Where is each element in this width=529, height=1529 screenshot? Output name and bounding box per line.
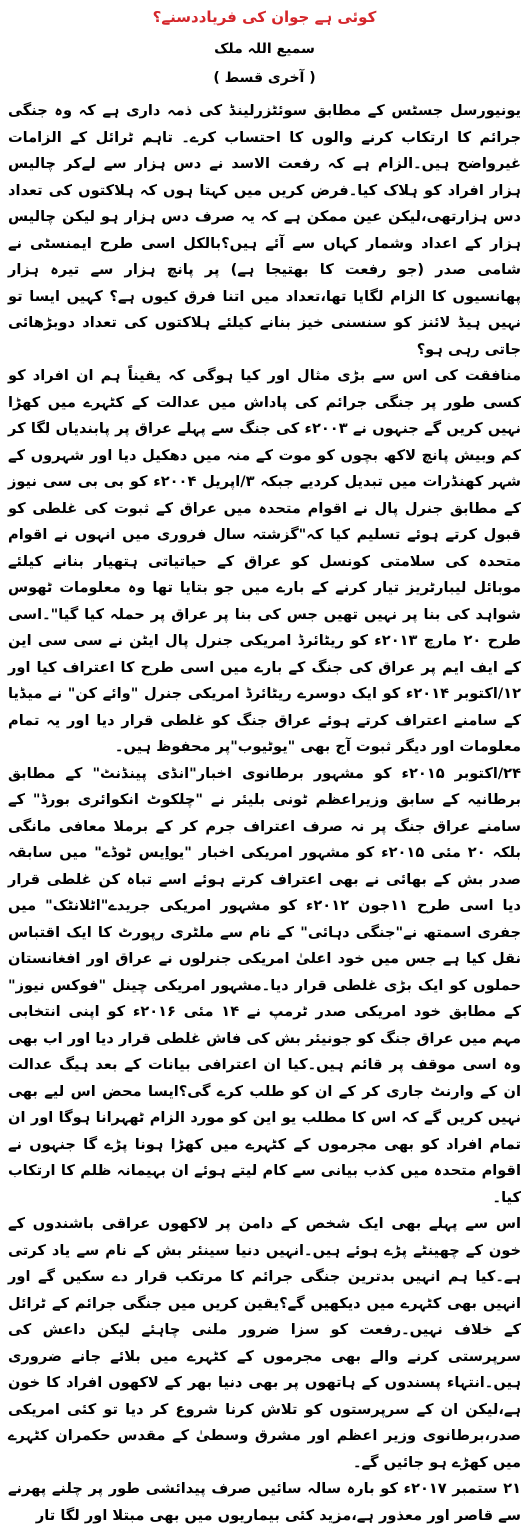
- author-name: سمیع اللہ ملک: [214, 41, 315, 57]
- article-header: [8, 4, 521, 90]
- paragraph-4: اس سے پہلے بھی ایک شخص کے دامن پر لاکھوں عراقی باشندوں کے خون کے چھینٹے پڑے ہوئے ہیں۔انہیں دنیا سینئر بش کے نام سے یاد کرتی ہے۔کیا ہم انہیں بدترین جنگی جرائم کا مرتکب قرار دے سکیں گے اور انہیں بھی کٹہرے میں دیکھیں گے؟یقین کریں میں جنگی جرائم کے ٹرائل کے خلاف نہیں۔رفعت کو سزا ضرور ملنی چاہئے لیکن داعش کی سرپرستی کرنے والے بھی مجرموں کے کٹہرے میں بلائے جانے ضروری ہیں۔انتہاء پسندوں کے ہاتھوں پر بھی دنیا بھر کے لاکھوں افراد کا خون ہے،لیکن ان کے سرپرستوں کو تلاش کرنا شروع کر دیا تو کئی امریکی صدر،برطانوی وزیر اعظم اور مشرق وسطیٰ کے مقدس حکمران کٹہرے میں کھڑے ہو جائیں گے۔: [8, 1215, 521, 1471]
- paragraph-1: یونیورسل جسٹس کے مطابق سوئٹزرلینڈ کی ذمہ داری ہے کہ وہ جنگی جرائم کا ارتکاب کرنے والوں کا احتساب کرے۔ تاہم ٹرائل کے الزامات غیرواضح ہیں۔الزام ہے کہ رفعت الاسد نے دس ہزار سے لےکر چالیس ہزار افراد کو ہلاک کیا۔فرض کریں میں کہتا ہوں کہ ہلاکتوں کی تعداد دس ہزارتھی،لیکن عین ممکن ہے کہ یہ صرف دس ہزار ہو لیکن چالیس ہزار کے اعداد وشمار کہاں سے آئے ہیں؟بالکل اسی طرح ایمنسٹی نے شامی صدر (جو رفعت کا بھتیجا ہے) پر پانچ ہزار سے تیرہ ہزار پھانسیوں کا الزام لگایا تھا،تعداد میں اتنا فرق کیوں ہے؟ کہیں ایسا تو نہیں ہیڈ لائنز کو سنسنی خیز بنانے کیلئے ہلاکتوں کی تعداد دوبڑھائی جاتی رہی ہو؟: [8, 102, 521, 358]
- paragraph-3: ۲۴/اکتوبر ۲۰۱۵ء کو مشہور برطانوی اخبار"انڈی پینڈنٹ" کے مطابق برطانیہ کے سابق وزیراعظم ٹونی بلیئر نے "چلکوٹ انکوائری بورڈ" کے سامنے عراق جنگ پر نہ صرف اعتراف جرم کر کے برملا معافی مانگی بلکہ ۲۰ مئی ۲۰۱۵ء کو مشہور امریکی اخبار "یواِیس ٹوڈے" میں سابقہ صدر بش کے بھائی نے بھی اعتراف کرتے ہوئے اسے تباہ کن غلطی قرار دیا اسی طرح ۱۱جون ۲۰۱۲ء کو مشہور امریکی جریدے"اٹلانٹک" میں جفری اسمتھ نے"جنگی دہائی" کے نام سے ملٹری رپورٹ کا ایک اقتباس نقل کیا ہے جس میں خود اعلیٰ امریکی جنرلوں نے عراق اور افغانستان حملوں کو ایک بڑی غلطی قرار دیا۔مشہور امریکی چینل "فوکس نیوز" کے مطابق خود امریکی صدر ٹرمپ نے ۱۴ مئی ۲۰۱۶ء کو اپنی انتخابی مہم میں عراق جنگ کو جونیئر بش کی فاش غلطی قرار دیا اور اب بھی وہ اسی موقف پر قائم ہیں۔کیا ان اعترافی بیانات کے بعد ہیگ عدالت ان کے وارنٹ جاری کر کے ان کو طلب کرے گی؟ایسا محض اس لیے بھی نہیں کریں گے کہ اس کا مطلب یو این کو مورد الزام ٹھہرانا ہوگا اور ان تمام افراد کو بھی مجرموں کے کٹہرے میں کھڑا ہونا پڑے گا جنہوں نے اقوام متحدہ میں کذب بیانی سے کام لیتے ہوئے ان بہیمانہ ظلم کا ارتکاب کیا۔: [8, 764, 521, 1206]
- paragraph-2: منافقت کی اس سے بڑی مثال اور کیا ہوگی کہ یقیناً ہم ان افراد کو کسی طور پر جنگی جرائم کی پاداش میں عدالت کے کٹہرے میں کھڑا نہیں کریں گے جنہوں نے ۲۰۰۳ء کی جنگ سے پہلے عراق پر پابندیاں لگا کر کم وبیش پانچ لاکھ بچوں کو موت کے منہ میں دھکیل دیا اور شہروں کے شہر کھنڈرات میں تبدیل کردیے جبکہ ۳/اپریل ۲۰۰۴ء کو بی بی سی نیوز کے مطابق جنرل پال نے اقوام متحدہ میں عراق کے ثبوت کی غلطی کو قبول کرتے ہوئے تسلیم کیا کہ"گزشتہ سال فروری میں انہوں نے اقوام متحدہ کی سلامتی کونسل کو عراق کے حیاتیاتی ہتھیار بنانے کیلئے موبائل لیبارٹریز تیار کرنے کے بارے میں جو بتایا تھا وہ معلومات ٹھوس شواہد کی بنا پر نہیں تھیں جس کی بنا پر عراق پر حملہ کیا گیا"۔اسی طرح ۲۰ مارچ ۲۰۱۳ء کو ریٹائرڈ امریکی جنرل پال ایٹن نے سی سی این کے ایف ایم پر عراق کی جنگ کے بارے میں اسی طرح کا اعتراف کیا اور ۱۲/اکتوبر ۲۰۱۴ء کو ایک دوسرے ریٹائرڈ امریکی جنرل "وائے کن" نے میڈیا کے سامنے اعتراف کرتے ہوئے عراق جنگ کو غلطی قرار دیا اور یہ تمام معلومات اور دیگر ثبوت آج بھی "یوٹیوب"پر محفوظ ہیں۔: [8, 367, 521, 755]
- article-body: [8, 98, 521, 1529]
- paragraph-5: ۲۱ ستمبر ۲۰۱۷ء کو بارہ سالہ سائیں صرف پیدائشی طور پر چلنے پھرنے سے قاصر اور معذور ہے،مزید کئی بیماریوں میں بھی مبتلا اور لگا تار: [8, 1480, 521, 1524]
- article-title: کوئی ہے جوان کی فریاددسنے؟: [152, 8, 377, 26]
- part-label: ( آخری قسط ): [213, 70, 316, 86]
